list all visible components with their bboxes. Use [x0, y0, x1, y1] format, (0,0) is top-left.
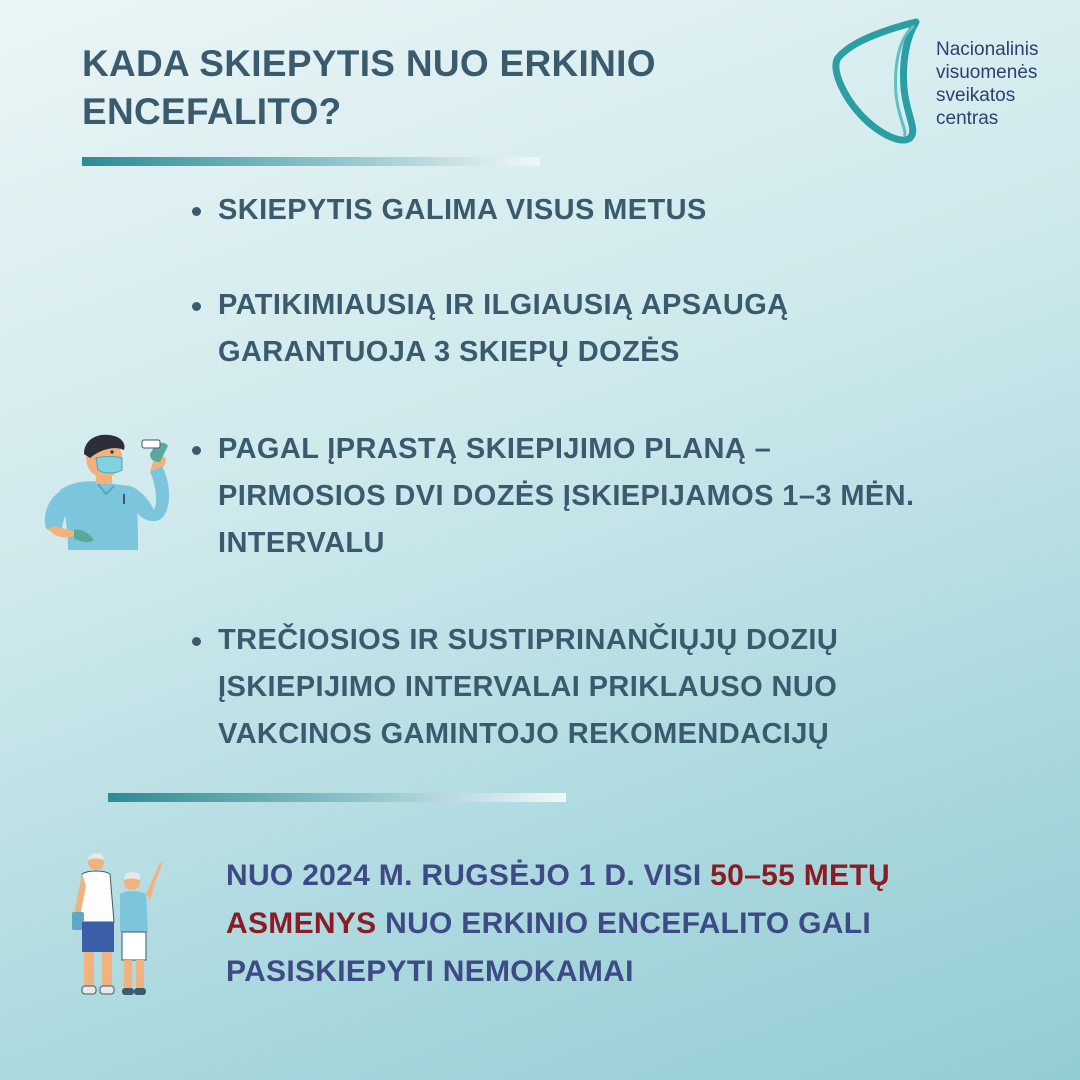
nvsc-logo [832, 18, 1072, 148]
bullet-dot-icon [192, 302, 201, 311]
bullet-dot-icon [192, 637, 201, 646]
elderly-couple-illustration [70, 852, 165, 1007]
logo-text [936, 38, 1076, 130]
bullet-dot-icon [192, 207, 201, 216]
note-text: NUO ERKINIO ENCEFALITO GALI PASISKIEPYTI NEMOKAMAI [226, 907, 872, 988]
logo-line: Nacionalinis [936, 39, 1039, 60]
divider-bottom [108, 793, 566, 802]
bullet-text: SKIEPYTIS GALIMA VISUS METUS [218, 194, 707, 226]
logo-line: visuomenės [936, 62, 1038, 83]
divider-top [82, 157, 540, 166]
bullet-dot-icon [192, 446, 201, 455]
logo-swoosh-icon [832, 18, 932, 148]
bullet-text: TREČIOSIOS IR SUSTIPRINANČIŲJŲ DOZIŲ ĮSKIEPIJIMO INTERVALAI PRIKLAUSO NUO VAKCINOS GAMINTOJO REKOMENDACIJŲ [218, 624, 839, 750]
logo-line: centras [936, 108, 999, 129]
note-text: NUO 2024 M. RUGSĖJO 1 D. VISI [226, 859, 711, 892]
page-title: KADA SKIEPYTIS NUO ERKINIO ENCEFALITO? [82, 43, 656, 132]
note-highlight: 50–55 METŲ ASMENYS [226, 859, 890, 940]
bullet-text: PAGAL ĮPRASTĄ SKIEPIJIMO PLANĄ – PIRMOSIOS DVI DOZĖS ĮSKIEPIJAMOS 1–3 MĖN. INTERVALU [218, 433, 915, 559]
free-vaccination-note [226, 852, 1026, 996]
bullet-text: PATIKIMIAUSIĄ IR ILGIAUSIĄ APSAUGĄ GARANTUOJA 3 SKIEPŲ DOZĖS [218, 289, 789, 368]
logo-line: sveikatos [936, 85, 1016, 106]
nurse-illustration [38, 432, 173, 559]
